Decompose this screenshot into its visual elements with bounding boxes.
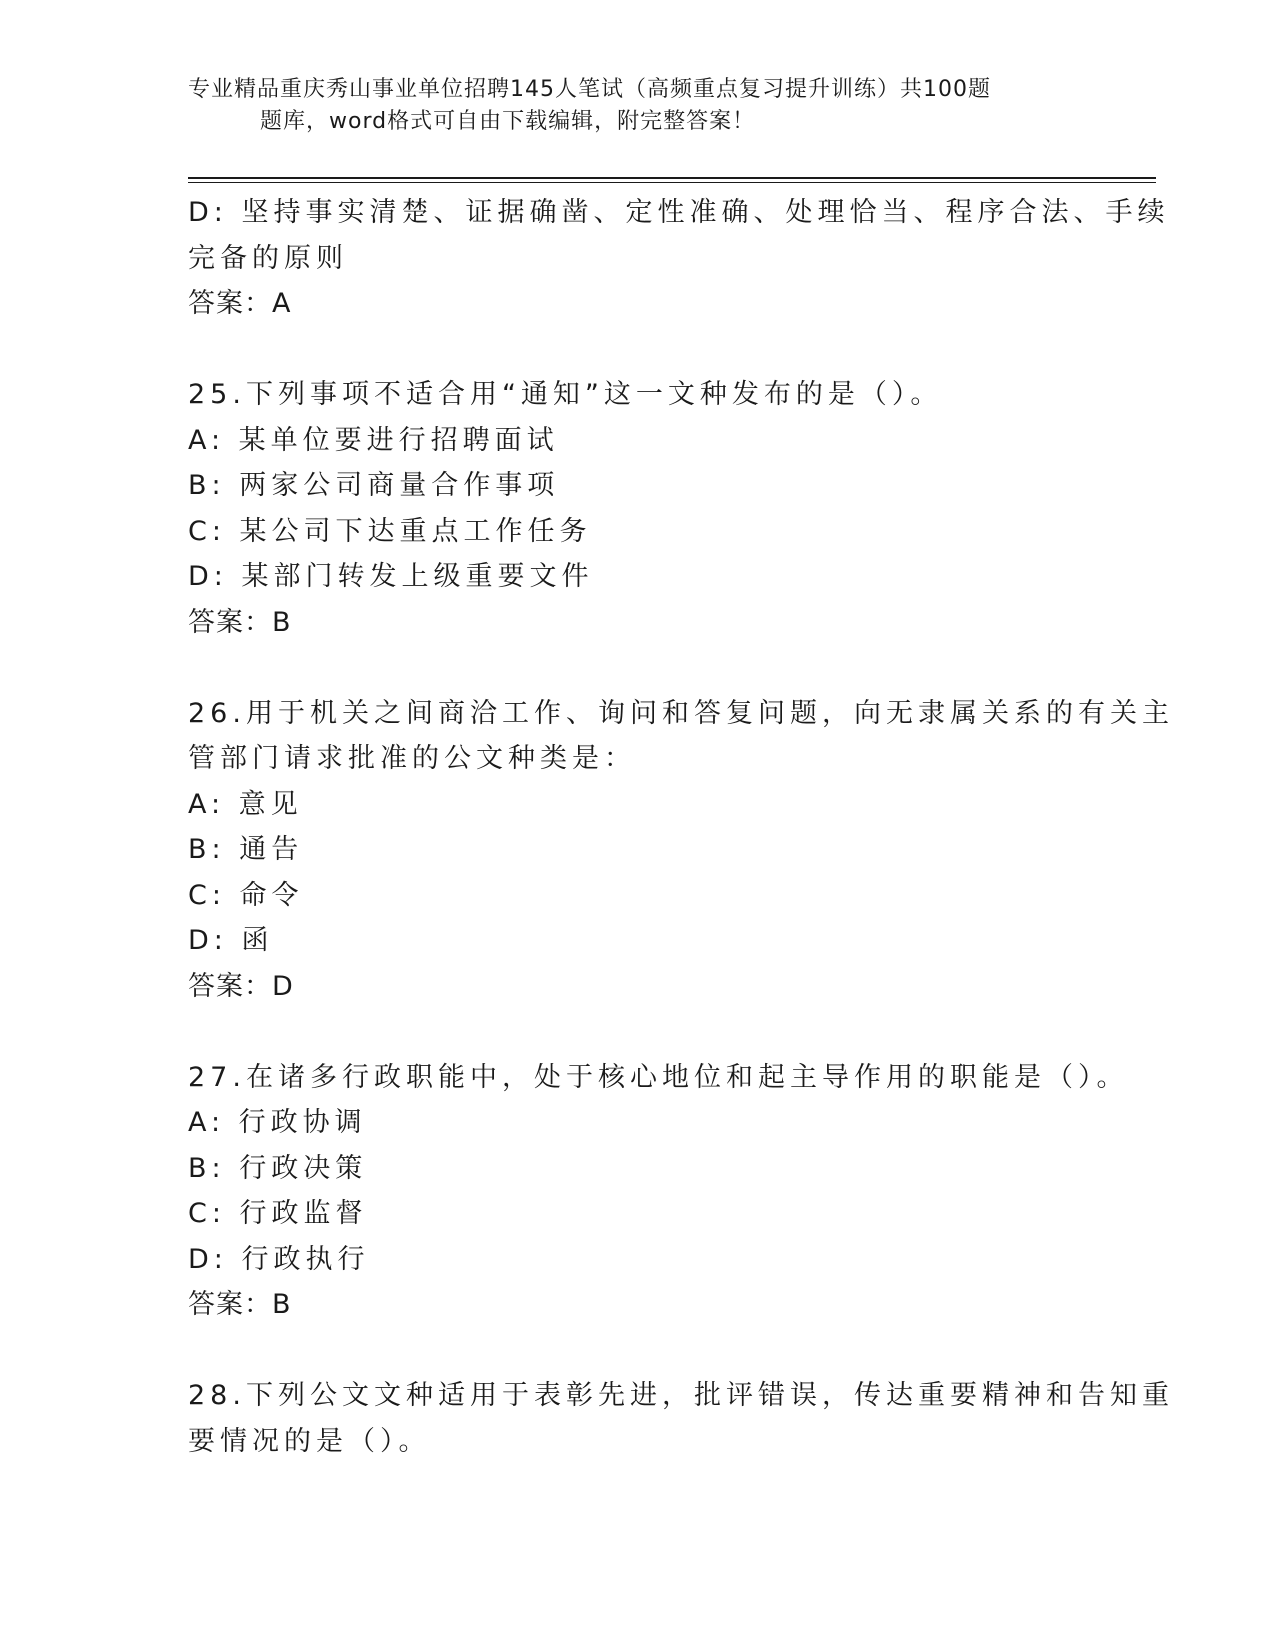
question-stem-line-2: 要情况的是（）。 <box>188 1425 431 1457</box>
question-stem-line-2: 管部门请求批准的公文种类是： <box>188 743 636 774</box>
question-block-25 <box>188 372 1088 645</box>
answer-line: 答案：B <box>188 606 292 638</box>
question-stem-line-1: 26.用于机关之间商洽工作、询问和答复问题，向无隶属关系的有关主 <box>188 697 1174 729</box>
page-header <box>188 74 1068 138</box>
spacer <box>188 1009 1088 1055</box>
question-block-26 <box>188 691 1174 1010</box>
option-b: B: 通告 <box>188 834 304 865</box>
option-a: A: 某单位要进行招聘面试 <box>188 424 559 456</box>
answer-line: 答案：A <box>188 288 292 319</box>
option-d: D: 某部门转发上级重要文件 <box>188 561 594 592</box>
option-d: D: 行政执行 <box>188 1243 370 1275</box>
spacer <box>188 645 1088 691</box>
header-title-line-2: 题库，word格式可自由下载编辑，附完整答案！ <box>260 109 756 134</box>
spacer <box>188 1328 1088 1374</box>
option-b: B: 行政决策 <box>188 1152 368 1184</box>
spacer <box>188 327 1088 373</box>
option-d: D: 函 <box>188 925 274 956</box>
question-stem: 27.在诸多行政职能中，处于核心地位和起主导作用的职能是（）。 <box>188 1061 1129 1093</box>
header-divider-thick <box>188 177 1156 179</box>
document-body <box>188 190 1174 1464</box>
option-d-line-1: D: 坚持事实清楚、证据确凿、定性准确、处理恰当、程序合法、手续 <box>188 197 1170 228</box>
question-stem: 25.下列事项不适合用“通知”这一文种发布的是（）。 <box>188 379 943 410</box>
option-d-line-2: 完备的原则 <box>188 242 348 274</box>
header-divider-thin <box>188 182 1156 183</box>
option-c: C: 某公司下达重点工作任务 <box>188 515 592 547</box>
continued-question-block <box>188 190 1170 327</box>
answer-line: 答案：D <box>188 970 294 1002</box>
question-stem-line-1: 28.下列公文文种适用于表彰先进，批评错误，传达重要精神和告知重 <box>188 1380 1174 1411</box>
question-block-28 <box>188 1373 1174 1464</box>
question-block-27 <box>188 1055 1129 1328</box>
option-b: B: 两家公司商量合作事项 <box>188 470 560 501</box>
header-title-line-1: 专业精品重庆秀山事业单位招聘145人笔试（高频重点复习提升训练）共100题 <box>188 77 991 102</box>
option-a: A: 意见 <box>188 788 303 820</box>
answer-line: 答案：B <box>188 1289 292 1320</box>
option-a: A: 行政协调 <box>188 1107 367 1138</box>
option-c: C: 行政监督 <box>188 1198 368 1229</box>
option-c: C: 命令 <box>188 879 304 911</box>
